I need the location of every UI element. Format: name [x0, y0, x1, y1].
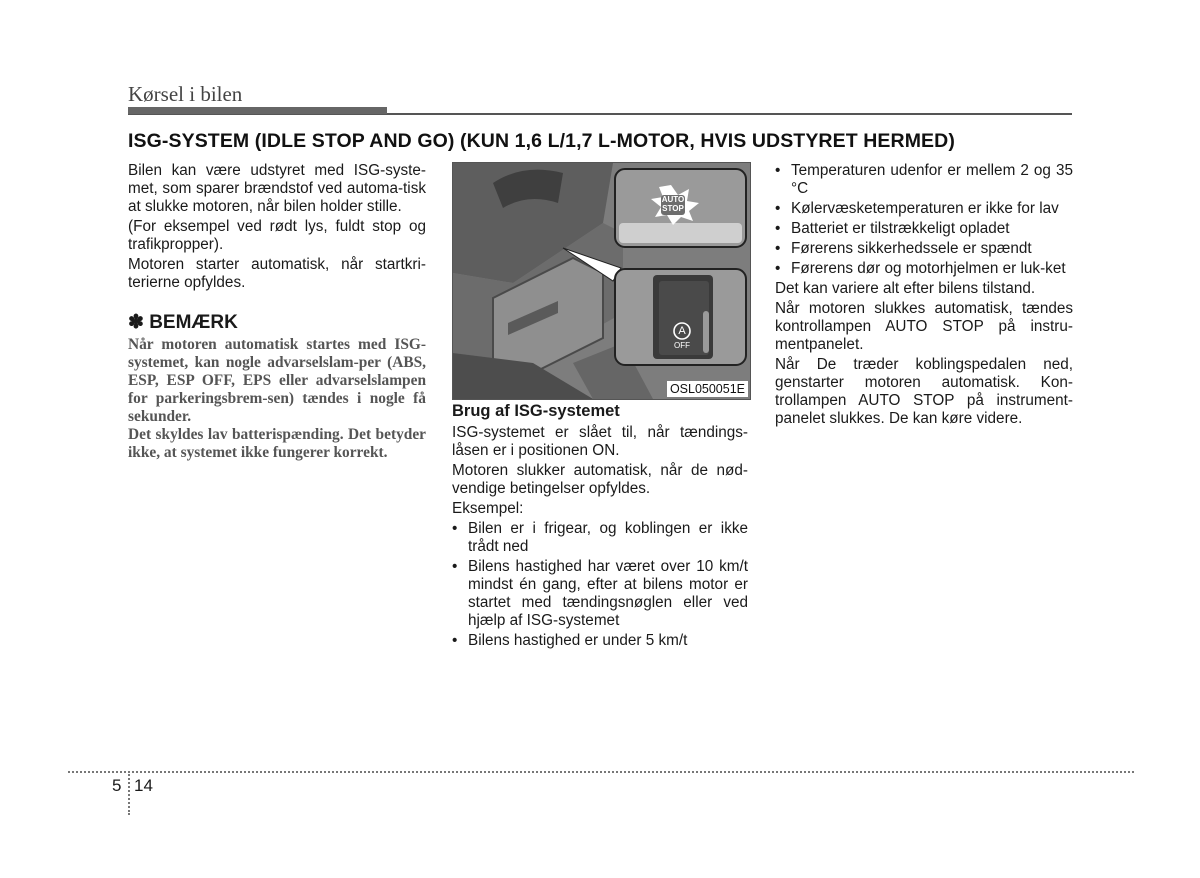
paragraph: Motoren starter automatisk, når startkri-terierne opfyldes. — [128, 256, 426, 291]
paragraph: Eksempel: — [452, 500, 524, 517]
badge-line: AUTO — [661, 195, 685, 204]
paragraph: Motoren slukker automatisk, når de nød-vendige betingelser opfyldes. — [452, 462, 748, 497]
header-rule-accent — [128, 107, 387, 114]
isg-figure — [452, 162, 751, 400]
footer-rule — [68, 771, 1134, 773]
list-item: • Batteriet er tilstrækkeligt opladet — [775, 220, 1073, 238]
note-heading: ✽ BEMÆRK — [128, 312, 238, 333]
note-paragraph: Det skyldes lav batterispænding. Det betyder ikke, at systemet ikke fungerer korrekt. — [128, 426, 426, 461]
badge-line: STOP — [662, 204, 684, 213]
column-1 — [128, 162, 426, 462]
auto-stop-symbol-icon: A — [678, 325, 686, 337]
figure-caption: OSL050051E — [667, 381, 748, 397]
paragraph: Det kan variere alt efter bilens tilstand. — [775, 280, 1036, 297]
list-item: • Førerens dør og motorhjelmen er luk-ket — [775, 260, 1073, 278]
paragraph: Når motoren slukkes automatisk, tændes kontrollampen AUTO STOP på instru-mentpanelet. — [775, 300, 1073, 353]
off-label: OFF — [674, 341, 690, 350]
page-divider — [128, 771, 130, 815]
paragraph: (For eksempel ved rødt lys, fuldt stop og trafikpropper). — [128, 218, 426, 253]
column-3 — [775, 162, 1073, 430]
list-item: • Kølervæsketemperaturen er ikke for lav — [775, 200, 1073, 218]
list-item: • Temperaturen udenfor er mellem 2 og 35 °C — [775, 162, 1073, 198]
condition-list — [775, 162, 1073, 278]
list-item: • Førerens sikkerhedssele er spændt — [775, 240, 1073, 258]
chapter-title: Kørsel i bilen — [128, 82, 243, 106]
section-title: ISG-SYSTEM (IDLE STOP AND GO) (KUN 1,6 L/1,7 L-MOTOR, HVIS UDSTYRET HERMED) — [128, 130, 955, 152]
dashboard-illustration — [453, 163, 750, 399]
list-item: • Bilens hastighed er under 5 km/t — [452, 632, 748, 650]
paragraph: Bilen kan være udstyret med ISG-syste-met, som sparer brændstof ved automa-tisk at slukke motoren, når bilen holder stille. — [128, 162, 426, 215]
note-body — [128, 336, 426, 462]
page-number: 14 — [134, 776, 153, 795]
paragraph: ISG-systemet er slået til, når tændings-låsen er i positionen ON. — [452, 424, 748, 459]
column-2 — [452, 402, 748, 652]
chapter-number: 5 — [112, 776, 122, 795]
auto-stop-indicator — [661, 195, 685, 215]
paragraph: Når De træder koblingspedalen ned, genstarter motoren automatisk. Kon-trollampen AUTO STOP på instrument-panelet slukkes. De kan køre videre. — [775, 356, 1073, 427]
list-item: • Bilen er i frigear, og koblingen er ikke trådt ned — [452, 520, 748, 556]
subheading: Brug af ISG-systemet — [452, 402, 620, 420]
note-paragraph: Når motoren automatisk startes med ISG-systemet, kan nogle advarselslam-per (ABS, ESP, ESP OFF, EPS eller advarselslampen for parkeringsbrem-sen) tændes i nogle få sekunder. — [128, 336, 426, 425]
condition-list — [452, 520, 748, 650]
list-item: • Bilens hastighed har været over 10 km/t mindst én gang, efter at bilens motor er startet med tændingsnøglen eller ved hjælp af ISG-systemet — [452, 558, 748, 630]
